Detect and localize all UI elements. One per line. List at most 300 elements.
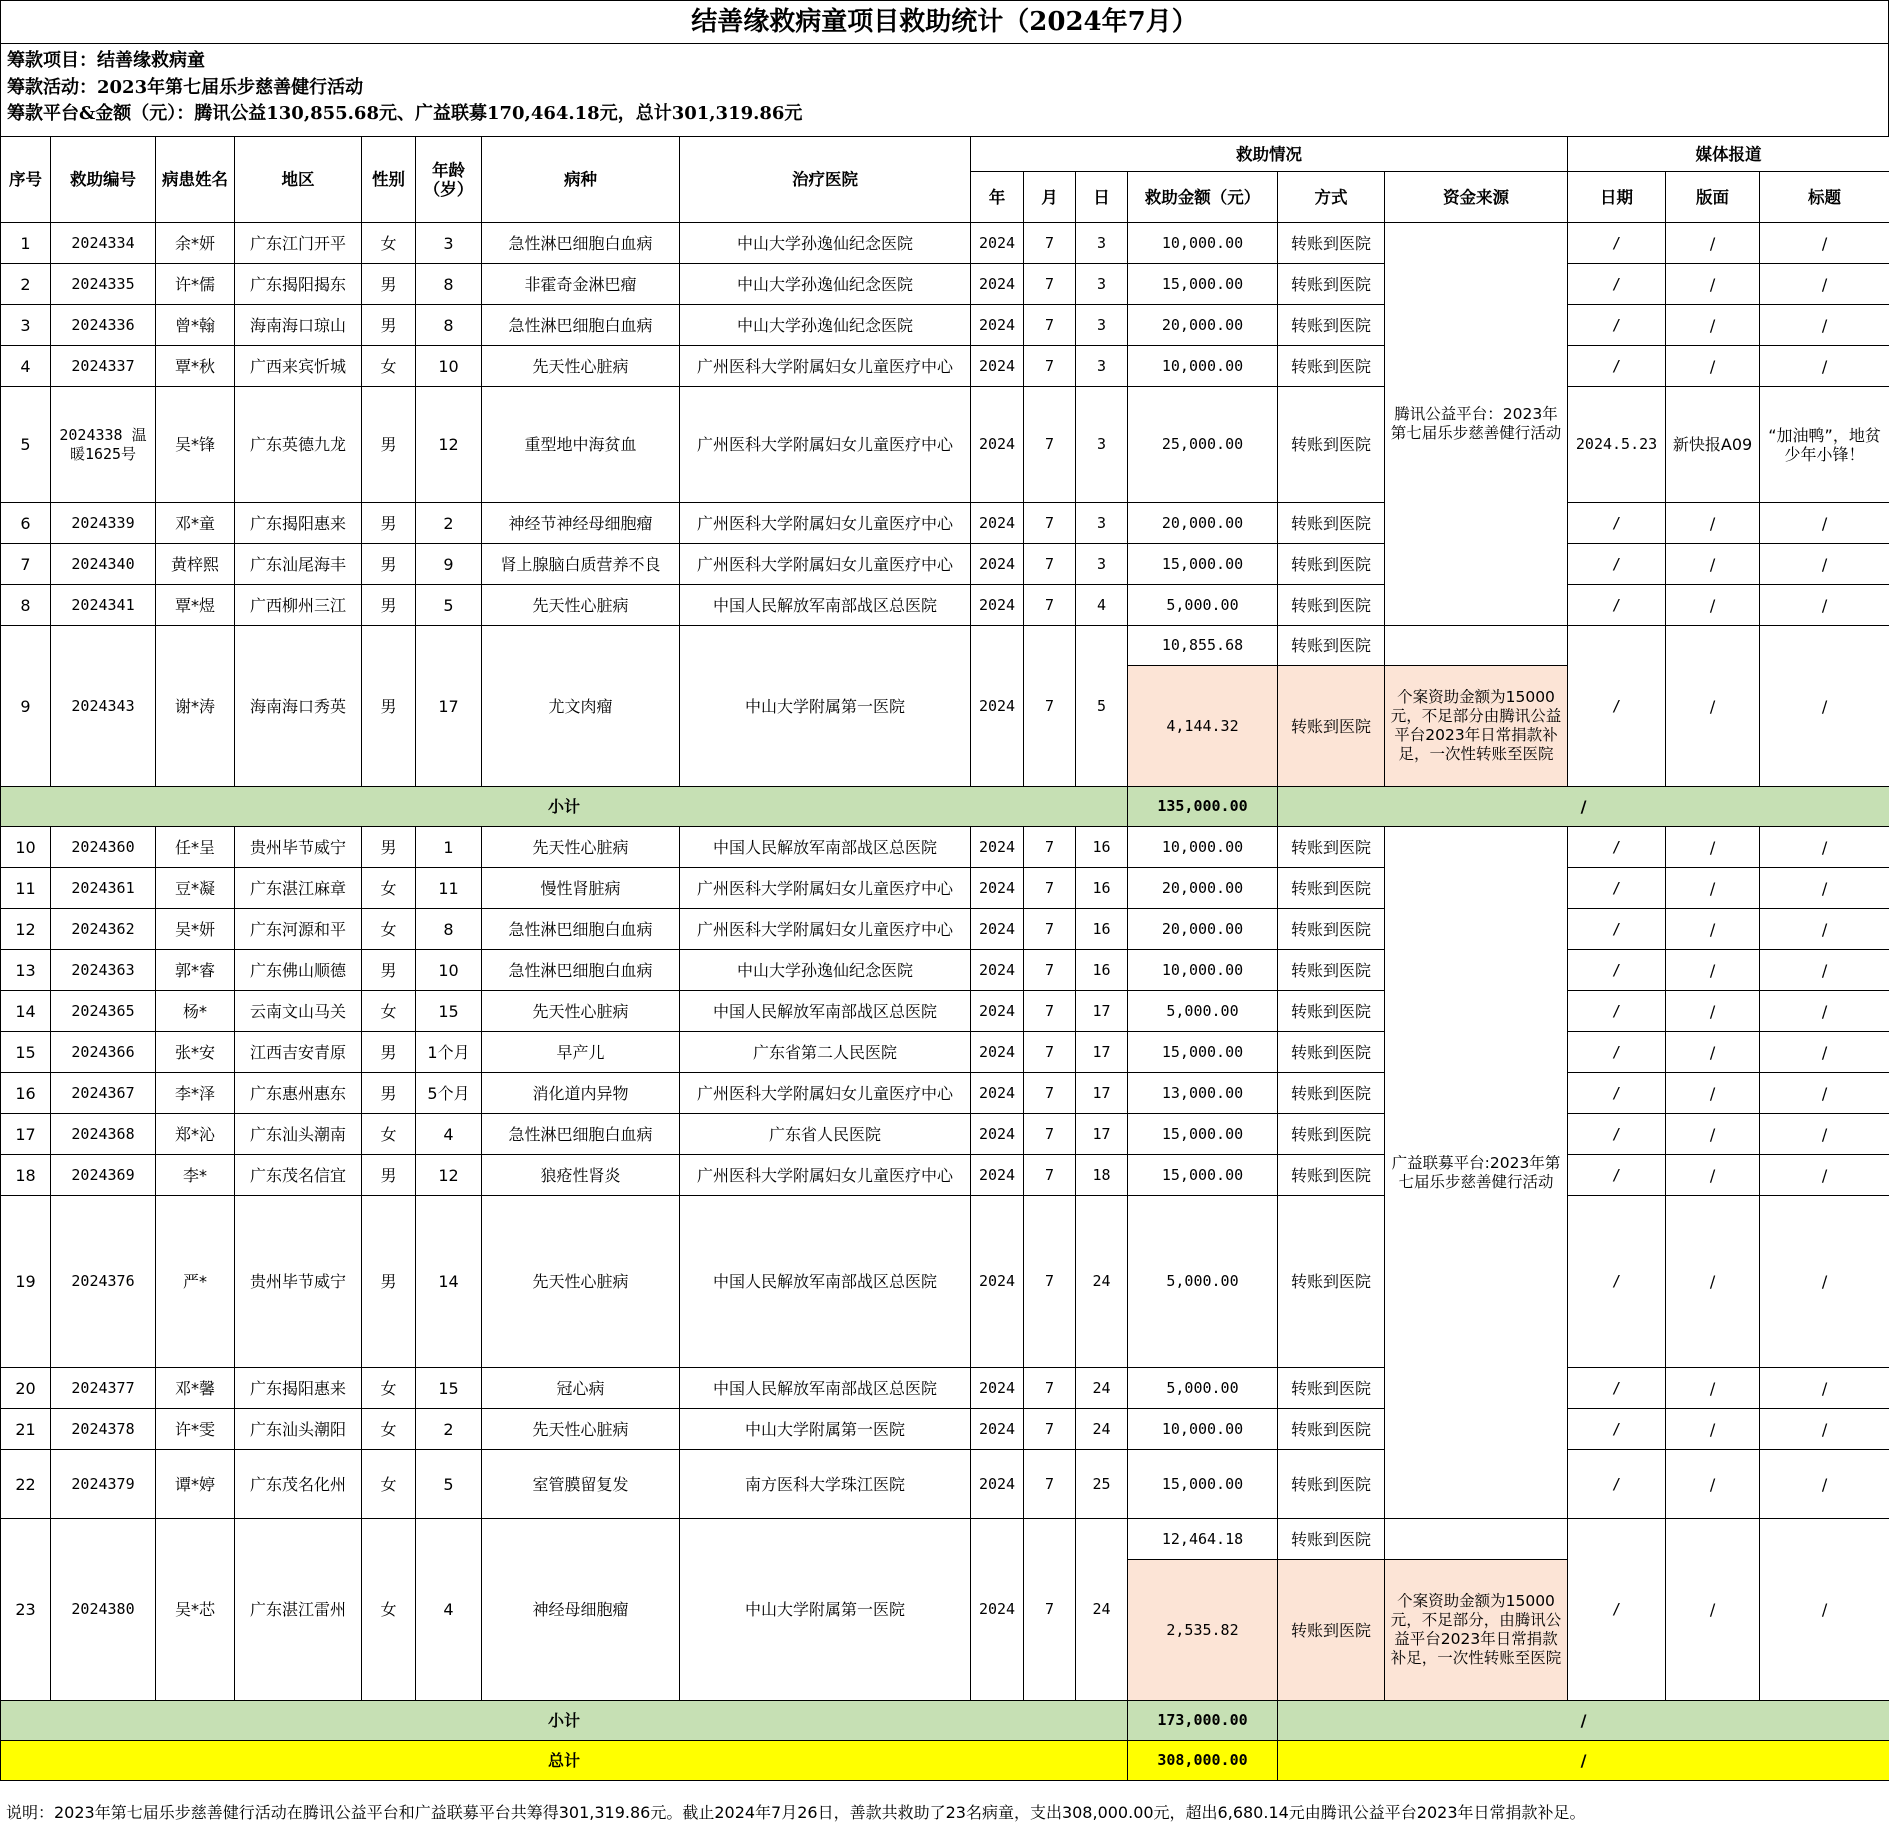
- cell-no: 6: [1, 503, 51, 544]
- cell-month: 7: [1024, 1032, 1076, 1073]
- cell-no: 15: [1, 1032, 51, 1073]
- cell-media-date: /: [1568, 1196, 1666, 1368]
- cell-age: 2: [416, 1409, 482, 1450]
- cell-month: 7: [1024, 264, 1076, 305]
- cell-id: 2024369: [51, 1155, 156, 1196]
- cell-day: 3: [1076, 387, 1128, 503]
- cell-media-headline: /: [1760, 346, 1889, 387]
- cell-media-page: /: [1666, 503, 1760, 544]
- cell-year: 2024: [971, 585, 1024, 626]
- cell-media-date: /: [1568, 223, 1666, 264]
- cell-gender: 男: [362, 1032, 416, 1073]
- col-day: 日: [1076, 172, 1128, 223]
- cell-id: 2024335: [51, 264, 156, 305]
- cell-media-headline: /: [1760, 868, 1889, 909]
- cell-month: 7: [1024, 1519, 1076, 1701]
- cell-no: 20: [1, 1368, 51, 1409]
- cell-media-page: /: [1666, 1073, 1760, 1114]
- cell-name: 张*安: [156, 1032, 235, 1073]
- cell-media-page: /: [1666, 827, 1760, 868]
- subtotal1-amount: 135,000.00: [1128, 787, 1278, 827]
- cell-age: 3: [416, 223, 482, 264]
- cell-no: 19: [1, 1196, 51, 1368]
- cell-month: 7: [1024, 1073, 1076, 1114]
- cell-media-date: /: [1568, 1114, 1666, 1155]
- cell-method: 转账到医院: [1278, 1073, 1385, 1114]
- cell-media-date: /: [1568, 991, 1666, 1032]
- cell-day: 16: [1076, 827, 1128, 868]
- cell-disease: 慢性肾脏病: [482, 868, 680, 909]
- cell-id: 2024339: [51, 503, 156, 544]
- cell-region: 广东汕头潮南: [235, 1114, 362, 1155]
- cell-hospital: 中山大学孙逸仙纪念医院: [680, 223, 971, 264]
- cell-media-headline: /: [1760, 1155, 1889, 1196]
- cell-name: 郭*睿: [156, 950, 235, 991]
- cell-month: 7: [1024, 1114, 1076, 1155]
- cell-year: 2024: [971, 909, 1024, 950]
- info-activity: 筹款活动：2023年第七届乐步慈善健行活动: [7, 76, 364, 98]
- cell-month: 7: [1024, 544, 1076, 585]
- cell-amount: 12,464.18: [1128, 1519, 1278, 1560]
- cell-day: 24: [1076, 1196, 1128, 1368]
- cell-media-headline: /: [1760, 1032, 1889, 1073]
- cell-month: 7: [1024, 868, 1076, 909]
- total-row: [1, 1741, 1889, 1781]
- cell-amount: 15,000.00: [1128, 264, 1278, 305]
- cell-region: 广东惠州惠东: [235, 1073, 362, 1114]
- cell-id: 2024378: [51, 1409, 156, 1450]
- cell-age: 9: [416, 544, 482, 585]
- cell-name: 谭*婷: [156, 1450, 235, 1519]
- cell-hospital: 中山大学附属第一医院: [680, 1409, 971, 1450]
- table-row: [1, 1368, 1889, 1409]
- cell-media-headline: /: [1760, 1519, 1889, 1701]
- cell-media-page: /: [1666, 991, 1760, 1032]
- cell-method: 转账到医院: [1278, 1196, 1385, 1368]
- cell-hospital: 广州医科大学附属妇女儿童医疗中心: [680, 1155, 971, 1196]
- cell-method-supplement: 转账到医院: [1278, 666, 1385, 787]
- cell-year: 2024: [971, 264, 1024, 305]
- table-row: [1, 827, 1889, 868]
- cell-day: 3: [1076, 305, 1128, 346]
- cell-media-page: /: [1666, 1450, 1760, 1519]
- cell-gender: 男: [362, 1073, 416, 1114]
- cell-disease: 先天性心脏病: [482, 1196, 680, 1368]
- cell-disease: 尤文肉瘤: [482, 626, 680, 787]
- table-row: [1, 387, 1889, 503]
- cell-year: 2024: [971, 544, 1024, 585]
- cell-age: 5个月: [416, 1073, 482, 1114]
- cell-age: 1个月: [416, 1032, 482, 1073]
- cell-name: 吴*芯: [156, 1519, 235, 1701]
- cell-amount: 5,000.00: [1128, 585, 1278, 626]
- cell-day: 17: [1076, 1032, 1128, 1073]
- total-label: 总计: [1, 1741, 1128, 1781]
- cell-month: 7: [1024, 1368, 1076, 1409]
- info-project: 筹款项目：结善缘救病童: [7, 50, 205, 71]
- cell-hospital: 中国人民解放军南部战区总医院: [680, 585, 971, 626]
- cell-age: 10: [416, 346, 482, 387]
- cell-month: 7: [1024, 387, 1076, 503]
- cell-supplement-note: 个案资助金额为15000元，不足部分由腾讯公益平台2023年日常捐款补足，一次性转账至医院: [1385, 666, 1568, 787]
- cell-month: 7: [1024, 346, 1076, 387]
- cell-name: 严*: [156, 1196, 235, 1368]
- cell-disease: 先天性心脏病: [482, 346, 680, 387]
- cell-disease: 先天性心脏病: [482, 1409, 680, 1450]
- cell-day: 5: [1076, 626, 1128, 787]
- cell-day: 24: [1076, 1368, 1128, 1409]
- table-row: [1, 544, 1889, 585]
- cell-media-headline: /: [1760, 909, 1889, 950]
- cell-year: 2024: [971, 346, 1024, 387]
- cell-hospital: 广州医科大学附属妇女儿童医疗中心: [680, 909, 971, 950]
- col-date: 日期: [1568, 172, 1666, 223]
- cell-name: 豆*凝: [156, 868, 235, 909]
- cell-media-date: /: [1568, 1032, 1666, 1073]
- cell-id: 2024368: [51, 1114, 156, 1155]
- cell-region: 广东湛江麻章: [235, 868, 362, 909]
- cell-method: 转账到医院: [1278, 1032, 1385, 1073]
- cell-hospital: 中山大学附属第一医院: [680, 626, 971, 787]
- cell-day: 17: [1076, 1114, 1128, 1155]
- cell-media-headline: /: [1760, 1368, 1889, 1409]
- cell-name: 邓*童: [156, 503, 235, 544]
- cell-year: 2024: [971, 991, 1024, 1032]
- cell-disease: 狼疮性肾炎: [482, 1155, 680, 1196]
- cell-age: 2: [416, 503, 482, 544]
- cell-media-date: /: [1568, 1368, 1666, 1409]
- cell-age: 4: [416, 1519, 482, 1701]
- cell-age: 12: [416, 387, 482, 503]
- col-no: 序号: [1, 137, 51, 223]
- cell-media-page: /: [1666, 585, 1760, 626]
- cell-region: 广东湛江雷州: [235, 1519, 362, 1701]
- cell-media-date: /: [1568, 868, 1666, 909]
- cell-day: 3: [1076, 544, 1128, 585]
- cell-media-page: /: [1666, 1368, 1760, 1409]
- cell-amount: 15,000.00: [1128, 1032, 1278, 1073]
- cell-media-headline: /: [1760, 544, 1889, 585]
- cell-name: 吴*锋: [156, 387, 235, 503]
- cell-region: 广东佛山顺德: [235, 950, 362, 991]
- table-row: [1, 1032, 1889, 1073]
- cell-no: 1: [1, 223, 51, 264]
- cell-media-page: /: [1666, 909, 1760, 950]
- info-platform: 筹款平台&金额（元）：腾讯公益130,855.68元、广益联募170,464.18元，总计301,319.86元: [7, 103, 803, 124]
- cell-no: 13: [1, 950, 51, 991]
- cell-id: 2024334: [51, 223, 156, 264]
- cell-day: 24: [1076, 1519, 1128, 1701]
- cell-amount-supplement: 4,144.32: [1128, 666, 1278, 787]
- cell-name: 任*呈: [156, 827, 235, 868]
- cell-media-headline: /: [1760, 1073, 1889, 1114]
- cell-fund-source-blank: [1385, 626, 1568, 666]
- cell-media-date: /: [1568, 950, 1666, 991]
- cell-hospital: 中国人民解放军南部战区总医院: [680, 1368, 971, 1409]
- subtotal1-row: [1, 787, 1889, 827]
- cell-id: 2024377: [51, 1368, 156, 1409]
- cell-region: 广东汕尾海丰: [235, 544, 362, 585]
- cell-day: 17: [1076, 991, 1128, 1032]
- cell-id: 2024380: [51, 1519, 156, 1701]
- cell-no: 17: [1, 1114, 51, 1155]
- subtotal2-row: [1, 1701, 1889, 1741]
- cell-media-headline: /: [1760, 626, 1889, 787]
- cell-amount: 5,000.00: [1128, 1196, 1278, 1368]
- cell-media-date: /: [1568, 1450, 1666, 1519]
- cell-disease: 急性淋巴细胞白血病: [482, 950, 680, 991]
- cell-method: 转账到医院: [1278, 503, 1385, 544]
- table-row: [1, 909, 1889, 950]
- cell-disease: 急性淋巴细胞白血病: [482, 223, 680, 264]
- cell-month: 7: [1024, 305, 1076, 346]
- cell-name: 许*雯: [156, 1409, 235, 1450]
- cell-no: 12: [1, 909, 51, 950]
- cell-month: 7: [1024, 585, 1076, 626]
- cell-amount-supplement: 2,535.82: [1128, 1560, 1278, 1701]
- cell-disease: 急性淋巴细胞白血病: [482, 1114, 680, 1155]
- cell-no: 5: [1, 387, 51, 503]
- cell-year: 2024: [971, 305, 1024, 346]
- col-month: 月: [1024, 172, 1076, 223]
- cell-disease: 重型地中海贫血: [482, 387, 680, 503]
- cell-name: 杨*: [156, 991, 235, 1032]
- cell-no: 22: [1, 1450, 51, 1519]
- cell-gender: 女: [362, 991, 416, 1032]
- cell-method: 转账到医院: [1278, 950, 1385, 991]
- cell-region: 广西柳州三江: [235, 585, 362, 626]
- cell-method: 转账到医院: [1278, 1450, 1385, 1519]
- cell-hospital: 广州医科大学附属妇女儿童医疗中心: [680, 503, 971, 544]
- cell-day: 25: [1076, 1450, 1128, 1519]
- cell-gender: 男: [362, 544, 416, 585]
- cell-media-headline: /: [1760, 223, 1889, 264]
- cell-month: 7: [1024, 1409, 1076, 1450]
- cell-hospital: 中国人民解放军南部战区总医院: [680, 1196, 971, 1368]
- cell-amount: 10,000.00: [1128, 950, 1278, 991]
- col-method: 方式: [1278, 172, 1385, 223]
- cell-name: 曾*翰: [156, 305, 235, 346]
- cell-gender: 男: [362, 305, 416, 346]
- cell-amount: 10,000.00: [1128, 346, 1278, 387]
- aid-table: [0, 136, 1889, 1781]
- table-row: [1, 264, 1889, 305]
- cell-amount: 20,000.00: [1128, 909, 1278, 950]
- cell-media-page: 新快报A09: [1666, 387, 1760, 503]
- cell-gender: 女: [362, 1368, 416, 1409]
- cell-disease: 神经节神经母细胞瘤: [482, 503, 680, 544]
- footer-note: 说明：2023年第七届乐步慈善健行活动在腾讯公益平台和广益联募平台共筹得301,319.86元。截止2024年7月26日，善款共救助了23名病童，支出308,000.00元，超出6,680.14元由腾讯公益平台2023年日常捐款补足。: [6, 1803, 1586, 1822]
- cell-age: 5: [416, 1450, 482, 1519]
- cell-day: 4: [1076, 585, 1128, 626]
- cell-year: 2024: [971, 1073, 1024, 1114]
- cell-media-date: /: [1568, 264, 1666, 305]
- cell-name: 李*泽: [156, 1073, 235, 1114]
- cell-media-date: /: [1568, 305, 1666, 346]
- cell-gender: 男: [362, 626, 416, 787]
- cell-gender: 男: [362, 503, 416, 544]
- cell-method: 转账到医院: [1278, 1114, 1385, 1155]
- cell-age: 8: [416, 909, 482, 950]
- cell-id: 2024341: [51, 585, 156, 626]
- cell-id: 2024361: [51, 868, 156, 909]
- cell-name: 吴*妍: [156, 909, 235, 950]
- cell-hospital: 中国人民解放军南部战区总医院: [680, 991, 971, 1032]
- cell-region: 贵州毕节威宁: [235, 1196, 362, 1368]
- cell-disease: 先天性心脏病: [482, 991, 680, 1032]
- cell-year: 2024: [971, 1114, 1024, 1155]
- cell-region: 广东江门开平: [235, 223, 362, 264]
- cell-disease: 肾上腺脑白质营养不良: [482, 544, 680, 585]
- total-amount: 308,000.00: [1128, 1741, 1278, 1781]
- cell-hospital: 广东省第二人民医院: [680, 1032, 971, 1073]
- cell-day: 16: [1076, 909, 1128, 950]
- cell-method: 转账到医院: [1278, 909, 1385, 950]
- cell-disease: 消化道内异物: [482, 1073, 680, 1114]
- table-row: [1, 305, 1889, 346]
- cell-id: 2024376: [51, 1196, 156, 1368]
- cell-age: 11: [416, 868, 482, 909]
- cell-region: 广东揭阳惠来: [235, 503, 362, 544]
- cell-media-date: /: [1568, 626, 1666, 787]
- cell-no: 18: [1, 1155, 51, 1196]
- cell-region: 广东揭阳惠来: [235, 1368, 362, 1409]
- col-gender: 性别: [362, 137, 416, 223]
- cell-amount: 20,000.00: [1128, 503, 1278, 544]
- cell-name: 谢*涛: [156, 626, 235, 787]
- cell-amount: 10,855.68: [1128, 626, 1278, 666]
- col-id: 救助编号: [51, 137, 156, 223]
- cell-year: 2024: [971, 827, 1024, 868]
- subtotal2-rest: /: [1278, 1701, 1889, 1741]
- cell-method-supplement: 转账到医院: [1278, 1560, 1385, 1701]
- cell-method: 转账到医院: [1278, 626, 1385, 666]
- cell-age: 1: [416, 827, 482, 868]
- table-row: [1, 503, 1889, 544]
- table-row: [1, 1073, 1889, 1114]
- subtotal1-label: 小计: [1, 787, 1128, 827]
- cell-name: 黄梓熙: [156, 544, 235, 585]
- cell-media-headline: /: [1760, 305, 1889, 346]
- cell-media-page: /: [1666, 1114, 1760, 1155]
- cell-amount: 10,000.00: [1128, 1409, 1278, 1450]
- cell-day: 3: [1076, 223, 1128, 264]
- cell-day: 3: [1076, 346, 1128, 387]
- cell-id: 2024363: [51, 950, 156, 991]
- cell-supplement-note: 个案资助金额为15000元，不足部分，由腾讯公益平台2023年日常捐款补足，一次性转账至医院: [1385, 1560, 1568, 1701]
- cell-age: 8: [416, 305, 482, 346]
- cell-year: 2024: [971, 1409, 1024, 1450]
- cell-no: 4: [1, 346, 51, 387]
- cell-year: 2024: [971, 387, 1024, 503]
- cell-id: 2024365: [51, 991, 156, 1032]
- cell-year: 2024: [971, 1196, 1024, 1368]
- cell-age: 5: [416, 585, 482, 626]
- cell-media-date: /: [1568, 346, 1666, 387]
- cell-hospital: 广州医科大学附属妇女儿童医疗中心: [680, 387, 971, 503]
- cell-day: 18: [1076, 1155, 1128, 1196]
- cell-gender: 男: [362, 827, 416, 868]
- cell-name: 覃*秋: [156, 346, 235, 387]
- cell-year: 2024: [971, 1032, 1024, 1073]
- cell-fund-source-blank: [1385, 1519, 1568, 1560]
- cell-year: 2024: [971, 503, 1024, 544]
- cell-media-date: /: [1568, 909, 1666, 950]
- cell-region: 广东河源和平: [235, 909, 362, 950]
- cell-disease: 室管膜留复发: [482, 1450, 680, 1519]
- cell-amount: 20,000.00: [1128, 305, 1278, 346]
- cell-disease: 神经母细胞瘤: [482, 1519, 680, 1701]
- cell-media-headline: /: [1760, 1196, 1889, 1368]
- table-row: [1, 585, 1889, 626]
- cell-media-headline: /: [1760, 1409, 1889, 1450]
- cell-disease: 先天性心脏病: [482, 827, 680, 868]
- cell-gender: 女: [362, 223, 416, 264]
- cell-media-page: /: [1666, 305, 1760, 346]
- cell-month: 7: [1024, 1450, 1076, 1519]
- cell-region: 贵州毕节威宁: [235, 827, 362, 868]
- col-amount: 救助金额（元）: [1128, 172, 1278, 223]
- subtotal1-rest: /: [1278, 787, 1889, 827]
- cell-region: 广东茂名化州: [235, 1450, 362, 1519]
- cell-media-headline: /: [1760, 1450, 1889, 1519]
- cell-method: 转账到医院: [1278, 585, 1385, 626]
- cell-gender: 女: [362, 346, 416, 387]
- cell-media-date: 2024.5.23: [1568, 387, 1666, 503]
- col-region: 地区: [235, 137, 362, 223]
- cell-no: 7: [1, 544, 51, 585]
- cell-name: 余*妍: [156, 223, 235, 264]
- cell-amount: 10,000.00: [1128, 223, 1278, 264]
- cell-media-headline: /: [1760, 1114, 1889, 1155]
- cell-name: 李*: [156, 1155, 235, 1196]
- fundraising-info: [0, 44, 1889, 136]
- cell-age: 15: [416, 991, 482, 1032]
- cell-media-headline: /: [1760, 264, 1889, 305]
- cell-gender: 女: [362, 909, 416, 950]
- cell-disease: 急性淋巴细胞白血病: [482, 909, 680, 950]
- cell-id: 2024343: [51, 626, 156, 787]
- cell-amount: 15,000.00: [1128, 1155, 1278, 1196]
- cell-method: 转账到医院: [1278, 991, 1385, 1032]
- cell-hospital: 中山大学孙逸仙纪念医院: [680, 264, 971, 305]
- cell-no: 23: [1, 1519, 51, 1701]
- table-body: [1, 223, 1889, 1781]
- cell-amount: 10,000.00: [1128, 827, 1278, 868]
- cell-id: 2024367: [51, 1073, 156, 1114]
- cell-hospital: 广州医科大学附属妇女儿童医疗中心: [680, 1073, 971, 1114]
- cell-month: 7: [1024, 909, 1076, 950]
- cell-region: 海南海口秀英: [235, 626, 362, 787]
- cell-media-date: /: [1568, 585, 1666, 626]
- total-rest: /: [1278, 1741, 1889, 1781]
- cell-year: 2024: [971, 1519, 1024, 1701]
- cell-method: 转账到医院: [1278, 868, 1385, 909]
- cell-age: 17: [416, 626, 482, 787]
- col-page: 版面: [1666, 172, 1760, 223]
- cell-method: 转账到医院: [1278, 223, 1385, 264]
- cell-month: 7: [1024, 503, 1076, 544]
- cell-disease: 非霍奇金淋巴瘤: [482, 264, 680, 305]
- cell-month: 7: [1024, 626, 1076, 787]
- cell-name: 郑*沁: [156, 1114, 235, 1155]
- cell-year: 2024: [971, 1368, 1024, 1409]
- table-row: [1, 1409, 1889, 1450]
- cell-region: 云南文山马关: [235, 991, 362, 1032]
- table-row: [1, 1196, 1889, 1368]
- cell-hospital: 中山大学附属第一医院: [680, 1519, 971, 1701]
- cell-media-page: /: [1666, 868, 1760, 909]
